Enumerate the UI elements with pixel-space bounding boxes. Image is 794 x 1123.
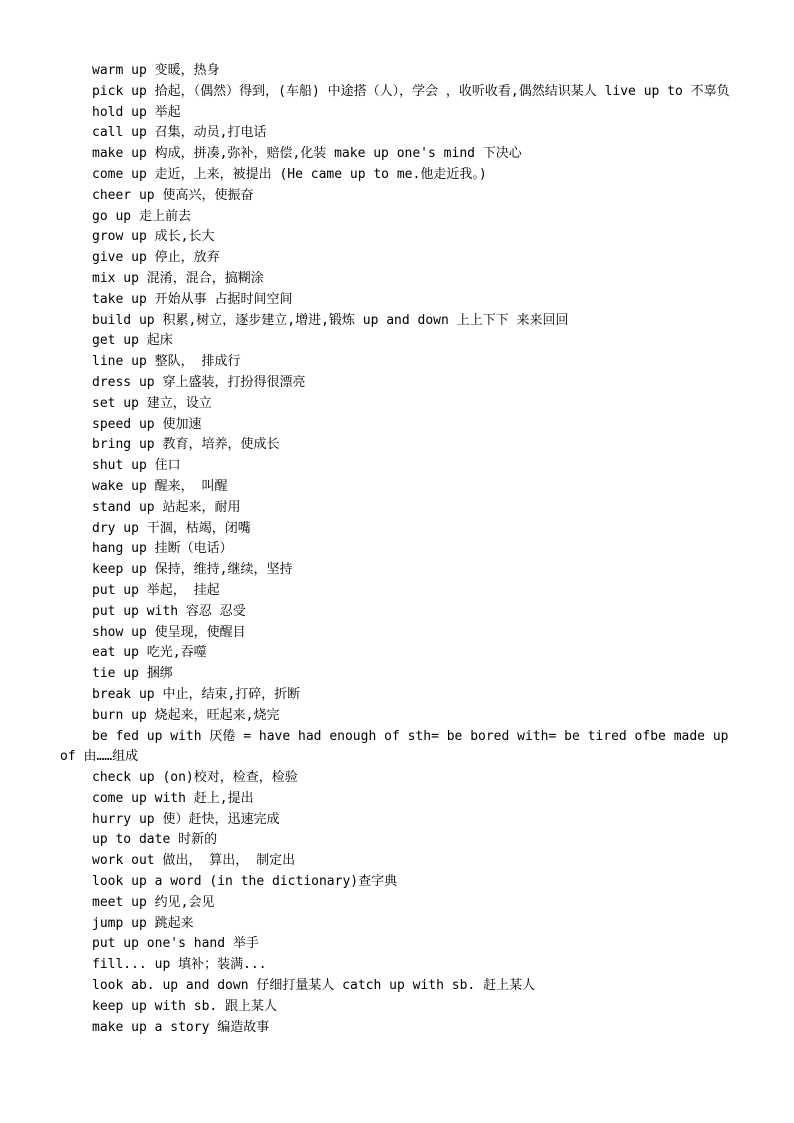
phrase-entry: dress up 穿上盛装，打扮得很漂亮 bbox=[92, 374, 306, 390]
phrase-entry: line up 整队， 排成行 bbox=[92, 354, 241, 370]
phrase-entry: fill... up 填补；装满... bbox=[92, 957, 267, 973]
phrase-entry: be fed up with 厌倦 = have had enough of sth= be bored with= be tired ofbe made up of 由……组成 bbox=[60, 728, 729, 765]
phrase-entry: meet up 约见,会见 bbox=[92, 894, 215, 910]
phrase-entry: check up (on)校对，检查，检验 bbox=[92, 770, 298, 786]
phrase-entry: build up 积累,树立，逐步建立,增进,锻炼 up and down 上上下下 来来回回 bbox=[92, 312, 569, 328]
phrase-entry: cheer up 使高兴，使振奋 bbox=[92, 187, 254, 203]
phrase-entry: go up 走上前去 bbox=[92, 208, 191, 224]
phrase-entry: keep up with sb. 跟上某人 bbox=[92, 998, 278, 1014]
phrase-entry: break up 中止，结束,打碎，折断 bbox=[92, 686, 301, 702]
phrase-entry: put up with 容忍 忍受 bbox=[92, 603, 246, 619]
phrase-entry: put up 举起， 挂起 bbox=[92, 582, 220, 598]
phrase-entry: show up 使呈现，使醒目 bbox=[92, 624, 246, 640]
phrase-entry: bring up 教育，培养，使成长 bbox=[92, 437, 280, 453]
phrase-entry: work out 做出， 算出， 制定出 bbox=[92, 853, 296, 869]
phrase-entry: come up with 赶上,提出 bbox=[92, 790, 254, 806]
phrase-entry: dry up 干涸，枯竭，闭嘴 bbox=[92, 520, 251, 536]
phrase-entry: jump up 跳起来 bbox=[92, 915, 194, 931]
phrase-entry: get up 起床 bbox=[92, 333, 173, 349]
phrase-entry: give up 停止，放弃 bbox=[92, 250, 220, 266]
phrase-entry: grow up 成长,长大 bbox=[92, 229, 215, 245]
phrase-entry: come up 走近，上来，被提出 (He came up to me.他走近我。) bbox=[92, 166, 487, 182]
phrase-entry: look ab. up and down 仔细打量某人 catch up with sb. 赶上某人 bbox=[92, 978, 536, 994]
phrase-entry: put up one's hand 举手 bbox=[92, 936, 259, 952]
phrase-entry: set up 建立，设立 bbox=[92, 395, 212, 411]
phrase-entry: shut up 住口 bbox=[92, 458, 181, 474]
phrase-entry: burn up 烧起来，旺起来,烧完 bbox=[92, 707, 280, 723]
phrase-entry: keep up 保持，维持,继续，坚持 bbox=[92, 562, 293, 578]
phrase-entry: make up a story 编造故事 bbox=[92, 1019, 270, 1035]
phrase-entry: hurry up 使）赶快，迅速完成 bbox=[92, 811, 280, 827]
phrase-entry: eat up 吃光,吞噬 bbox=[92, 645, 207, 661]
phrase-entry: make up 构成，拼凑,弥补，赔偿,化装 make up one's mind 下决心 bbox=[92, 146, 522, 162]
phrase-entry: wake up 醒来， 叫醒 bbox=[92, 478, 228, 494]
phrase-list bbox=[60, 61, 736, 1038]
phrase-entry: warm up 变暖，热身 bbox=[92, 63, 220, 78]
phrase-entry: tie up 捆绑 bbox=[92, 666, 173, 682]
phrase-entry: stand up 站起来，耐用 bbox=[92, 499, 241, 515]
phrase-entry: mix up 混淆，混合，搞糊涂 bbox=[92, 270, 264, 286]
phrase-entry: take up 开始从事 占据时间空间 bbox=[92, 291, 293, 307]
phrase-entry: hold up 举起 bbox=[92, 104, 181, 120]
phrase-entry: up to date 时新的 bbox=[92, 832, 218, 848]
phrase-entry: hang up 挂断（电话） bbox=[92, 541, 233, 557]
phrase-entry: pick up 拾起，（偶然）得到，(车船) 中途搭（人），学会 ，收听收看,偶然结识某人 live up to 不辜负 bbox=[92, 83, 730, 99]
phrase-entry: call up 召集，动员,打电话 bbox=[92, 125, 267, 141]
phrase-entry: speed up 使加速 bbox=[92, 416, 202, 432]
phrase-entry: look up a word (in the dictionary)查字典 bbox=[92, 874, 398, 890]
